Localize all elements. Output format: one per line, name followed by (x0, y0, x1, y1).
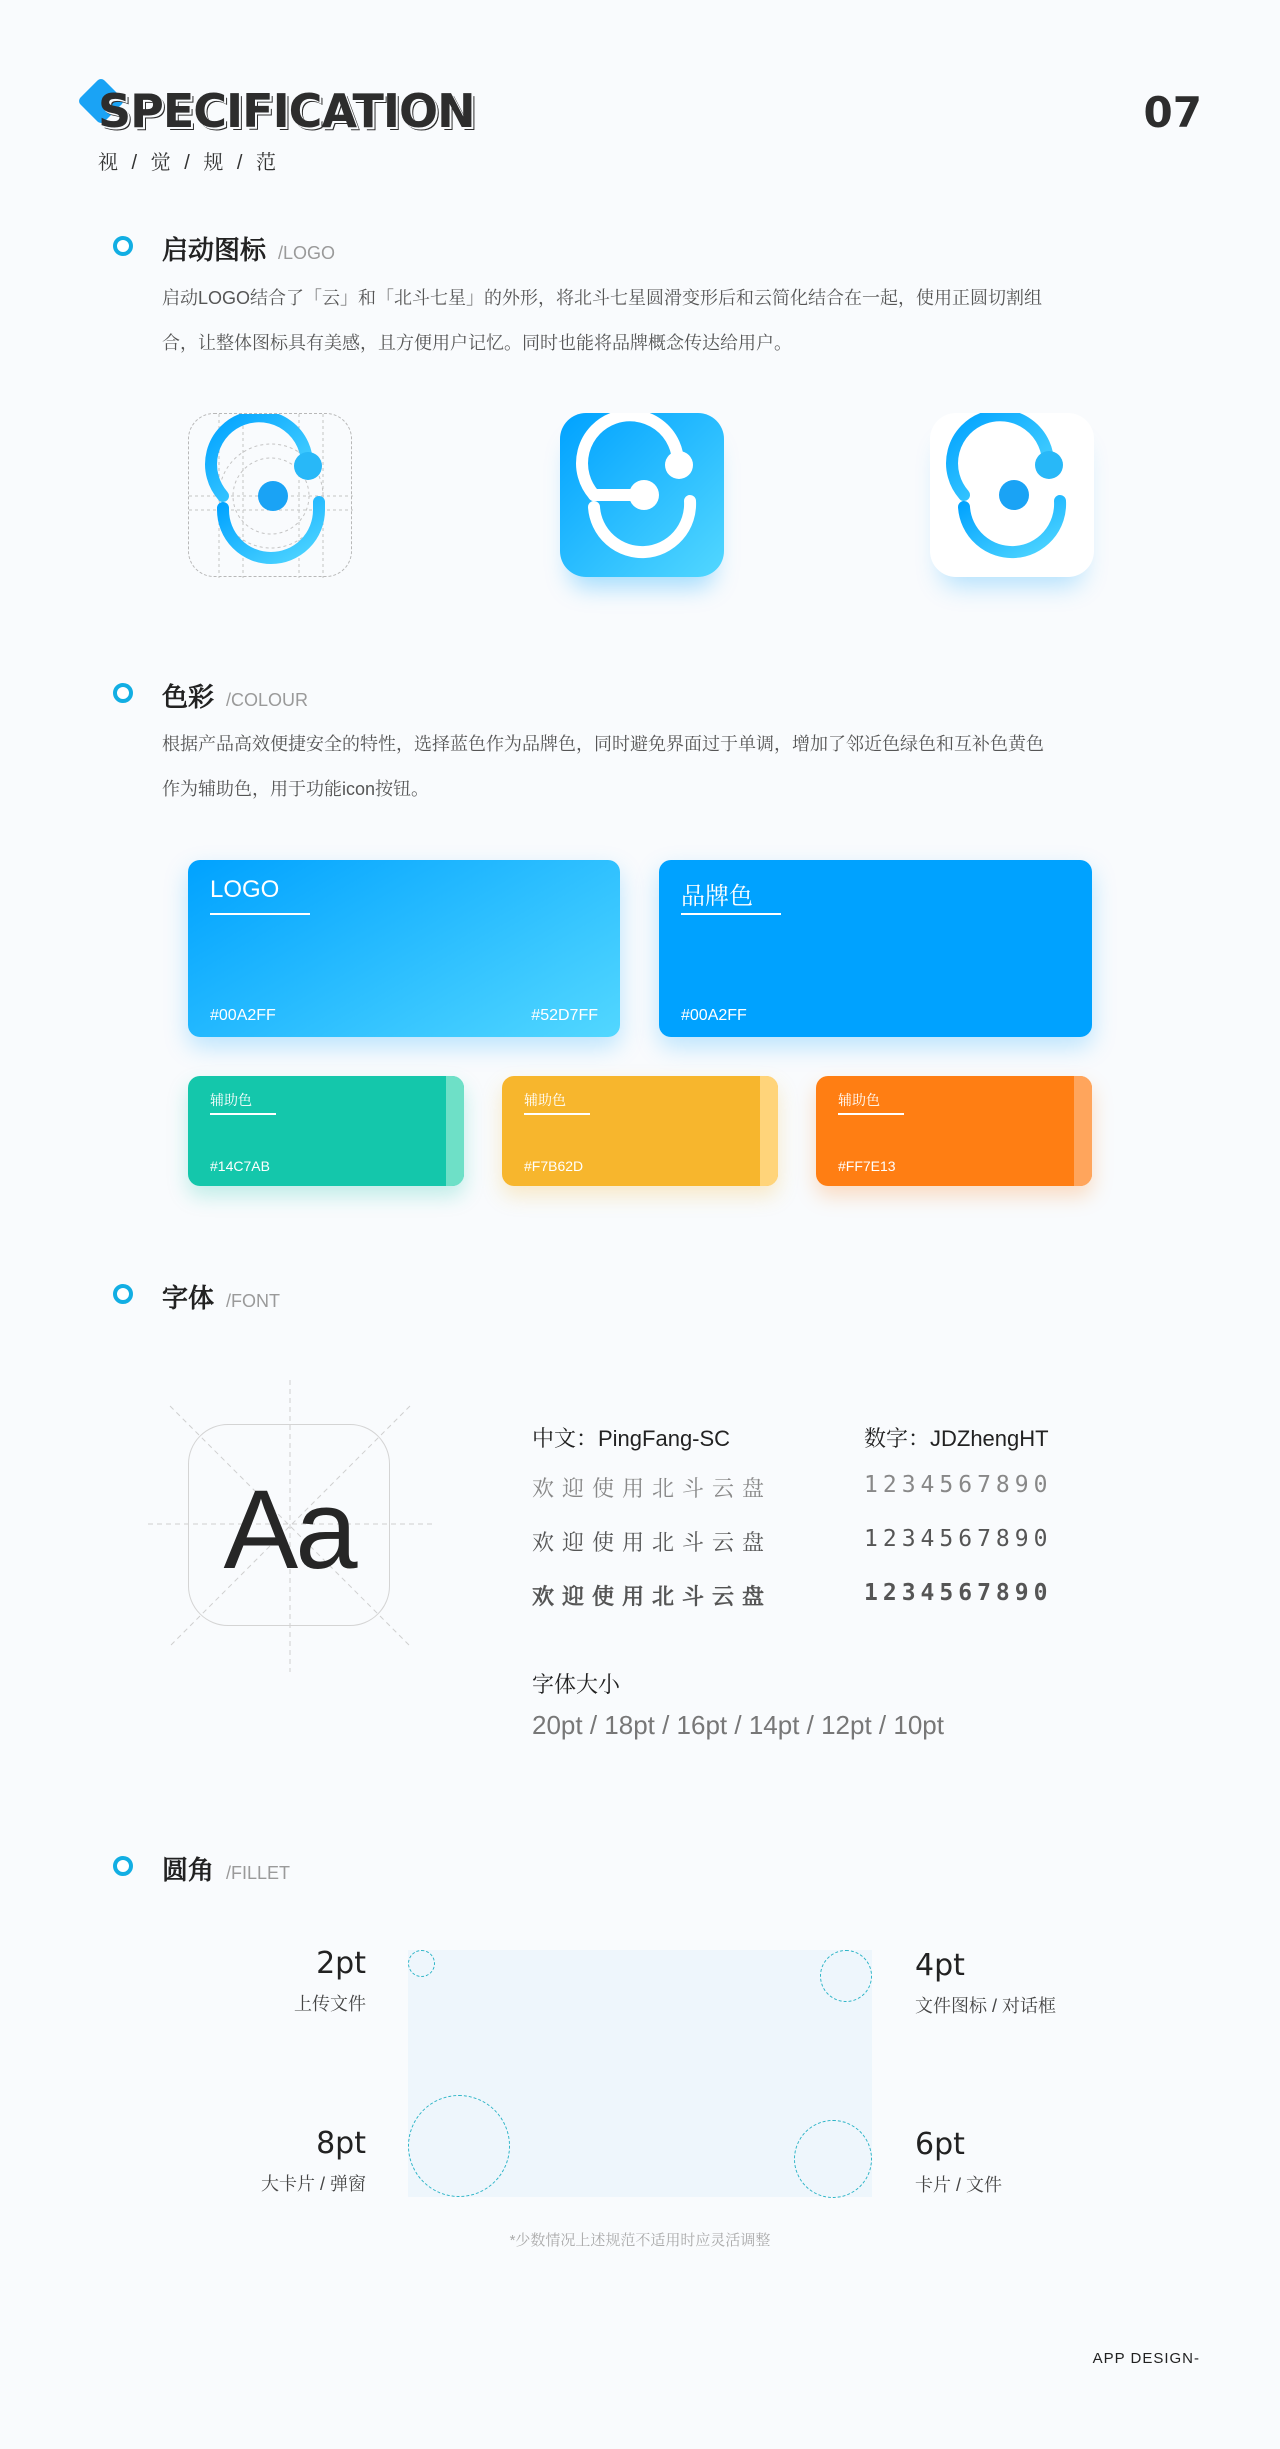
logo-white-icon (930, 413, 1094, 577)
color-card-strip (760, 1076, 778, 1186)
color-card-divider (681, 913, 781, 915)
color-card-yellow (502, 1076, 778, 1186)
fillet-tr-desc: 文件图标 / 对话框 (915, 1996, 1057, 2016)
section-title-text: 圆角 (162, 1855, 215, 1885)
font-cn-bold: 欢迎使用北斗云盘 (532, 1584, 773, 1609)
fillet-br-desc: 卡片 / 文件 (915, 2175, 1003, 2195)
fillet-corner-6pt (794, 2120, 872, 2198)
desc-line: 作为辅助色，用于功能icon按钮。 (162, 779, 430, 799)
fillet-note: *少数情况上述规范不适用时应灵活调整 (509, 2232, 771, 2249)
section-title-en: /LOGO (278, 243, 336, 263)
font-sample-text: Aa (223, 1466, 355, 1592)
desc-line: 合，让整体图标具有美感，且方便用户记忆。同时也能将品牌概念传达给用户。 (162, 333, 792, 353)
fillet-corner-2pt (408, 1950, 435, 1977)
color-card-hex: #00A2FF (681, 1007, 747, 1024)
fillet-bl-desc: 大卡片 / 弹窗 (260, 2174, 366, 2194)
font-num-regular: 1234567890 (864, 1526, 1053, 1552)
color-card-logo (188, 860, 620, 1037)
section-desc-logo (162, 276, 1112, 366)
color-card-divider (524, 1113, 590, 1115)
section-title-en: /FILLET (226, 1863, 291, 1883)
section-title-fillet (162, 1850, 290, 1887)
color-card-divider (838, 1113, 904, 1115)
section-desc-colour (162, 722, 1112, 812)
color-card-divider (210, 1113, 276, 1115)
section-bullet-icon (113, 683, 133, 703)
section-bullet-icon (113, 1856, 133, 1876)
section-bullet-icon (113, 1284, 133, 1304)
font-cn-label: 中文：PingFang-SC (532, 1426, 731, 1451)
font-sample (140, 1376, 440, 1676)
color-card-label: 辅助色 (838, 1092, 880, 1108)
color-card-divider (210, 913, 310, 915)
footer-label: APP DESIGN- (1092, 2350, 1200, 2367)
color-card-brand (659, 860, 1092, 1037)
font-num-bold: 1234567890 (864, 1580, 1053, 1606)
fillet-corner-8pt (408, 2095, 510, 2197)
color-card-orange (816, 1076, 1092, 1186)
page-number: 07 (1143, 88, 1202, 137)
section-title-en: /COLOUR (226, 690, 309, 710)
fillet-tr-value: 4pt (915, 1948, 965, 1983)
fillet-tl-value: 2pt (316, 1946, 366, 1981)
color-card-strip (1074, 1076, 1092, 1186)
font-size-label: 字体大小 (532, 1672, 621, 1697)
logo-construction-icon (188, 413, 352, 577)
section-title-colour (162, 677, 308, 714)
section-title-text: 启动图标 (162, 235, 267, 265)
fillet-tl-desc: 上传文件 (294, 1994, 366, 2014)
font-cn-light: 欢迎使用北斗云盘 (532, 1476, 773, 1501)
fillet-bl-value: 8pt (316, 2126, 366, 2161)
font-num-label: 数字：JDZhengHT (864, 1426, 1049, 1451)
color-card-hex: #F7B62D (524, 1158, 584, 1174)
color-card-label: 辅助色 (524, 1092, 566, 1108)
color-card-green (188, 1076, 464, 1186)
font-size-list: 20pt / 18pt / 16pt / 14pt / 12pt / 10pt (532, 1710, 944, 1740)
font-cn-regular: 欢迎使用北斗云盘 (532, 1530, 773, 1555)
section-title-text: 色彩 (162, 682, 215, 712)
page-title: SPECIFICATION (98, 84, 475, 138)
font-num-light: 1234567890 (864, 1472, 1053, 1498)
fillet-br-value: 6pt (915, 2127, 965, 2162)
fillet-corner-4pt (820, 1950, 872, 2002)
section-title-logo (162, 230, 335, 267)
section-title-font (162, 1278, 280, 1315)
color-card-hex: #14C7AB (210, 1158, 270, 1174)
logo-blue-icon (560, 413, 724, 577)
color-card-label: LOGO (210, 876, 280, 903)
color-card-hex: #FF7E13 (838, 1158, 896, 1174)
desc-line: 根据产品高效便捷安全的特性，选择蓝色作为品牌色，同时避免界面过于单调，增加了邻近色绿色和互补色黄色 (162, 734, 1044, 754)
color-card-strip (446, 1076, 464, 1186)
color-card-label: 品牌色 (681, 883, 753, 910)
color-card-hex: #00A2FF (210, 1007, 276, 1024)
page-subtitle: 视 / 觉 / 规 / 范 (98, 152, 281, 174)
section-title-text: 字体 (162, 1283, 215, 1313)
desc-line: 启动LOGO结合了「云」和「北斗七星」的外形，将北斗七星圆滑变形后和云简化结合在一起，使用正圆切割组 (162, 288, 1043, 308)
section-bullet-icon (113, 236, 133, 256)
color-card-hex: #52D7FF (531, 1007, 598, 1024)
color-card-label: 辅助色 (210, 1092, 252, 1108)
section-title-en: /FONT (226, 1291, 281, 1311)
